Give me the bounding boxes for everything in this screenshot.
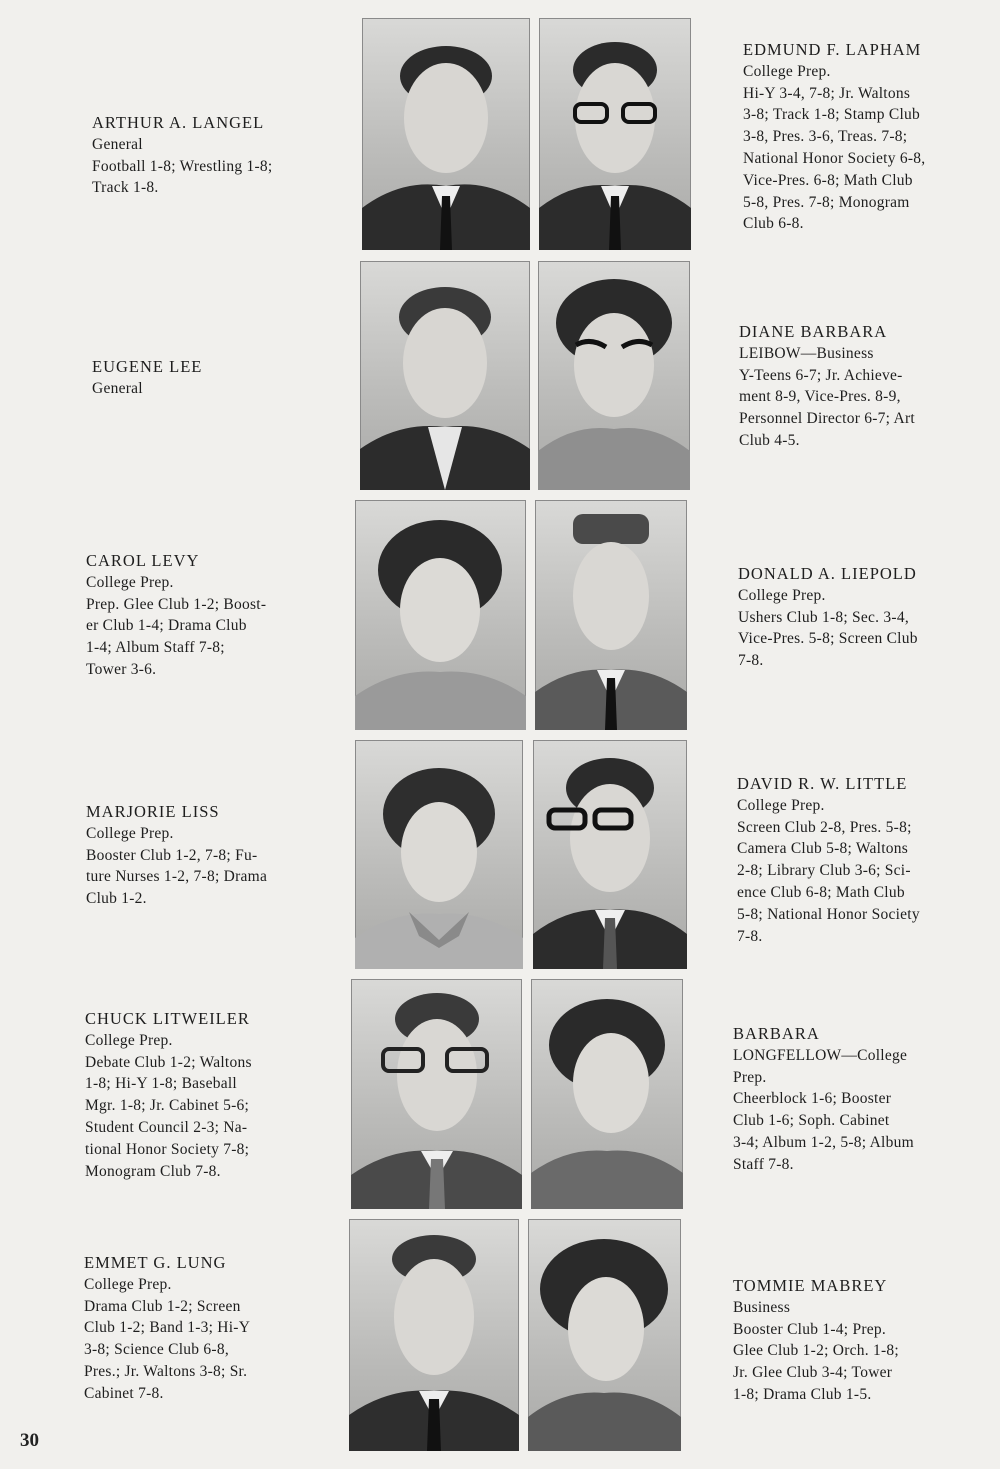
- bio-line: 3-4; Album 1-2, 5-8; Album: [733, 1133, 914, 1151]
- bio-line: LONGFELLOW—College: [733, 1046, 908, 1064]
- bio-line: Cheerblock 1-6; Booster: [733, 1090, 892, 1108]
- bio-line: General: [92, 379, 143, 397]
- bio-line: Club 4-5.: [739, 431, 800, 449]
- student-bio: [739, 321, 971, 452]
- bio-line: Hi-Y 3-4, 7-8; Jr. Waltons: [743, 84, 911, 102]
- bio-line: College Prep.: [737, 796, 825, 814]
- bio-line: Jr. Glee Club 3-4; Tower: [733, 1364, 893, 1382]
- student-bio: [738, 563, 970, 672]
- student-portrait-photo: [528, 1219, 681, 1451]
- student-portrait-photo: [533, 740, 687, 969]
- bio-line: 3-8; Science Club 6-8,: [84, 1341, 229, 1359]
- bio-line: 1-4; Album Staff 7-8;: [86, 639, 225, 657]
- bio-line: ment 8-9, Vice-Pres. 8-9,: [739, 388, 901, 406]
- bio-line: er Club 1-4; Drama Club: [86, 617, 247, 635]
- student-portrait-photo: [355, 500, 526, 730]
- student-portrait-photo: [351, 979, 522, 1209]
- student-name: EMMET G. LUNG: [84, 1253, 227, 1272]
- bio-line: Vice-Pres. 5-8; Screen Club: [738, 630, 918, 648]
- student-portrait-photo: [349, 1219, 519, 1451]
- bio-line: 1-8; Drama Club 1-5.: [733, 1385, 872, 1403]
- bio-line: LEIBOW—Business: [739, 344, 874, 362]
- student-portrait-photo: [535, 500, 687, 730]
- student-bio: [84, 1252, 316, 1405]
- bio-line: ence Club 6-8; Math Club: [737, 883, 905, 901]
- bio-line: Camera Club 5-8; Waltons: [737, 840, 909, 858]
- student-name: BARBARA: [733, 1024, 820, 1043]
- student-portrait-photo: [539, 18, 691, 250]
- student-bio: [743, 39, 975, 235]
- bio-line: Prep. Glee Club 1-2; Boost-: [86, 595, 267, 613]
- bio-line: Staff 7-8.: [733, 1155, 794, 1173]
- page-number: 30: [20, 1430, 39, 1451]
- student-portrait-photo: [355, 740, 523, 969]
- student-name: EUGENE LEE: [92, 357, 203, 376]
- bio-line: Glee Club 1-2; Orch. 1-8;: [733, 1342, 899, 1360]
- student-name: TOMMIE MABREY: [733, 1276, 888, 1295]
- student-name: CAROL LEVY: [86, 551, 200, 570]
- bio-line: College Prep.: [743, 62, 831, 80]
- student-name: CHUCK LITWEILER: [85, 1009, 250, 1028]
- bio-line: General: [92, 135, 143, 153]
- bio-line: Football 1-8; Wrestling 1-8;: [92, 157, 273, 175]
- bio-line: Debate Club 1-2; Waltons: [85, 1053, 252, 1071]
- bio-line: College Prep.: [86, 824, 174, 842]
- bio-line: Y-Teens 6-7; Jr. Achieve-: [739, 366, 903, 384]
- student-bio: [92, 112, 322, 199]
- bio-line: Tower 3-6.: [86, 660, 157, 678]
- bio-line: Cabinet 7-8.: [84, 1384, 164, 1402]
- bio-line: Club 1-2; Band 1-3; Hi-Y: [84, 1319, 251, 1337]
- bio-line: Mgr. 1-8; Jr. Cabinet 5-6;: [85, 1097, 250, 1115]
- bio-line: National Honor Society 6-8,: [743, 149, 926, 167]
- student-portrait-photo: [360, 261, 530, 490]
- student-name: EDMUND F. LAPHAM: [743, 40, 922, 59]
- student-name: DONALD A. LIEPOLD: [738, 564, 917, 583]
- student-bio: [737, 773, 969, 947]
- student-portrait-photo: [531, 979, 683, 1209]
- bio-line: Vice-Pres. 6-8; Math Club: [743, 171, 913, 189]
- bio-line: College Prep.: [86, 573, 174, 591]
- student-portrait-photo: [538, 261, 690, 490]
- bio-line: Track 1-8.: [92, 179, 159, 197]
- bio-line: College Prep.: [738, 586, 826, 604]
- bio-line: 2-8; Library Club 3-6; Sci-: [737, 862, 911, 880]
- bio-line: 3-8, Pres. 3-6, Treas. 7-8;: [743, 128, 908, 146]
- bio-line: 3-8; Track 1-8; Stamp Club: [743, 106, 921, 124]
- bio-line: ture Nurses 1-2, 7-8; Drama: [86, 868, 268, 886]
- bio-line: Club 1-2.: [86, 890, 147, 908]
- bio-line: Booster Club 1-4; Prep.: [733, 1320, 886, 1338]
- bio-line: Club 6-8.: [743, 215, 804, 233]
- bio-line: Personnel Director 6-7; Art: [739, 410, 915, 428]
- student-name: MARJORIE LISS: [86, 802, 220, 821]
- student-bio: [733, 1275, 965, 1406]
- bio-line: Monogram Club 7-8.: [85, 1162, 221, 1180]
- bio-line: 5-8, Pres. 7-8; Monogram: [743, 193, 910, 211]
- bio-line: Screen Club 2-8, Pres. 5-8;: [737, 818, 912, 836]
- student-bio: [86, 550, 316, 681]
- bio-line: tional Honor Society 7-8;: [85, 1140, 250, 1158]
- bio-line: College Prep.: [84, 1275, 172, 1293]
- student-name: DAVID R. W. LITTLE: [737, 774, 908, 793]
- student-portrait-photo: [362, 18, 530, 250]
- bio-line: Student Council 2-3; Na-: [85, 1118, 248, 1136]
- student-bio: [733, 1023, 967, 1176]
- student-bio: [92, 356, 322, 400]
- bio-line: Pres.; Jr. Waltons 3-8; Sr.: [84, 1362, 248, 1380]
- bio-line: College Prep.: [85, 1031, 173, 1049]
- bio-line: 7-8.: [738, 652, 764, 670]
- student-name: ARTHUR A. LANGEL: [92, 113, 265, 132]
- bio-line: Drama Club 1-2; Screen: [84, 1297, 241, 1315]
- bio-line: Club 1-6; Soph. Cabinet: [733, 1112, 890, 1130]
- student-bio: [85, 1008, 317, 1182]
- bio-line: 7-8.: [737, 927, 763, 945]
- bio-line: Ushers Club 1-8; Sec. 3-4,: [738, 608, 909, 626]
- student-bio: [86, 801, 316, 910]
- student-name: DIANE BARBARA: [739, 322, 888, 341]
- bio-line: 1-8; Hi-Y 1-8; Baseball: [85, 1075, 237, 1093]
- bio-line: Business: [733, 1298, 791, 1316]
- bio-line: Prep.: [733, 1068, 767, 1086]
- bio-line: Booster Club 1-2, 7-8; Fu-: [86, 846, 258, 864]
- bio-line: 5-8; National Honor Society: [737, 905, 920, 923]
